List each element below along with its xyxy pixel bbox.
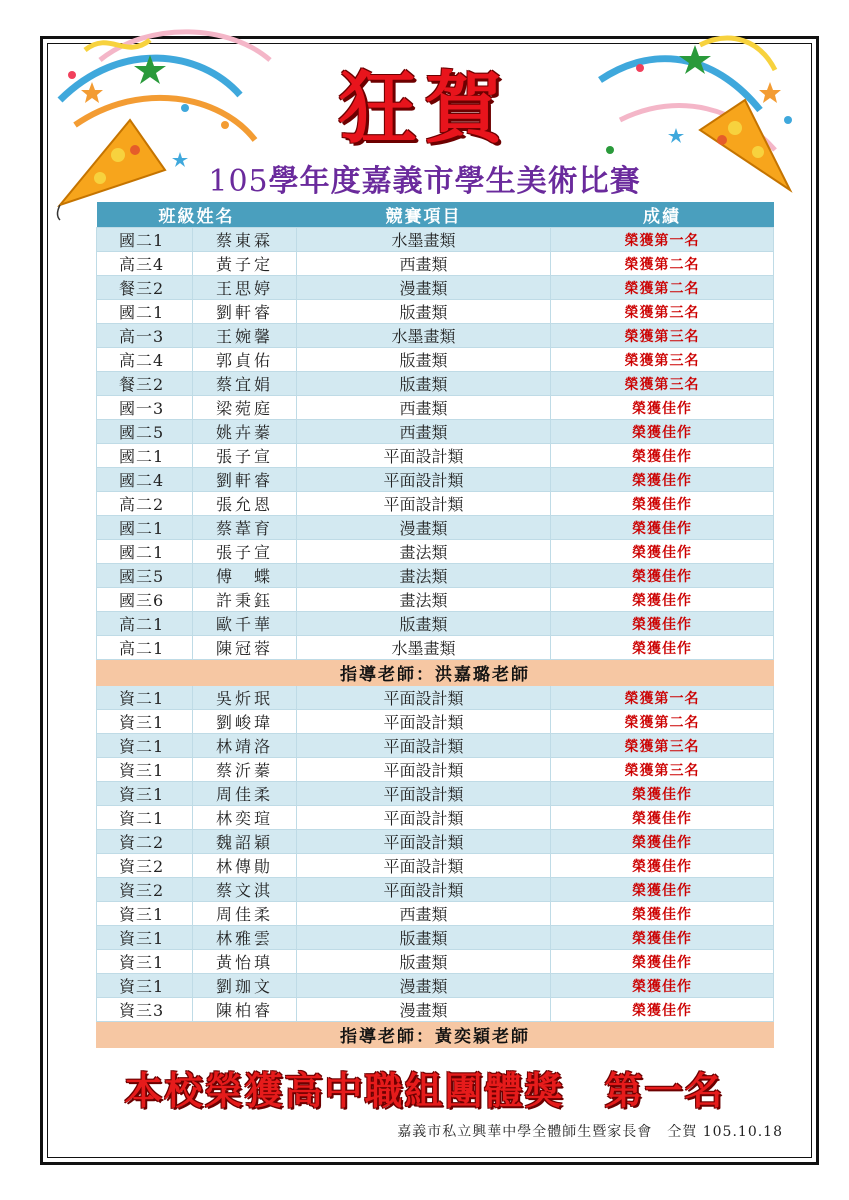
result-cell: 榮獲佳作 [551, 806, 774, 830]
item-cell: 水墨畫類 [297, 324, 551, 348]
result-cell: 榮獲第三名 [551, 372, 774, 396]
subtitle-year: 105 [208, 164, 269, 199]
item-cell: 版畫類 [297, 950, 551, 974]
item-cell: 漫畫類 [297, 998, 551, 1022]
name-cell: 姚卉蓁 [193, 420, 297, 444]
name-cell: 劉軒睿 [193, 300, 297, 324]
name-cell: 蔡沂蓁 [193, 758, 297, 782]
result-cell: 榮獲佳作 [551, 782, 774, 806]
class-cell: 高二2 [97, 492, 193, 516]
table-row [97, 276, 774, 300]
item-cell: 平面設計類 [297, 686, 551, 710]
class-cell: 資二1 [97, 686, 193, 710]
result-cell: 榮獲第三名 [551, 300, 774, 324]
name-cell: 林傳勛 [193, 854, 297, 878]
item-cell: 畫法類 [297, 588, 551, 612]
table-row [97, 710, 774, 734]
class-cell: 高一3 [97, 324, 193, 348]
awards-body [97, 228, 774, 1048]
result-cell: 榮獲佳作 [551, 444, 774, 468]
item-cell: 水墨畫類 [297, 636, 551, 660]
subtitle-text: 學年度嘉義市學生美術比賽 [268, 164, 641, 199]
table-row [97, 806, 774, 830]
result-cell: 榮獲第二名 [551, 710, 774, 734]
table-row [97, 734, 774, 758]
class-cell: 資三2 [97, 854, 193, 878]
name-cell: 王婉馨 [193, 324, 297, 348]
class-cell: 國二5 [97, 420, 193, 444]
name-cell: 魏詔穎 [193, 830, 297, 854]
item-cell: 平面設計類 [297, 806, 551, 830]
item-cell: 平面設計類 [297, 468, 551, 492]
item-cell: 平面設計類 [297, 444, 551, 468]
class-cell: 國二1 [97, 300, 193, 324]
name-cell: 黃怡瑱 [193, 950, 297, 974]
footer-signature: 嘉義市私立興華中學全體師生暨家長會 仝賀 105.10.18 [397, 1124, 783, 1140]
table-row [97, 372, 774, 396]
result-cell: 榮獲佳作 [551, 492, 774, 516]
name-cell: 傅 蝶 [193, 564, 297, 588]
class-cell: 資三1 [97, 950, 193, 974]
item-cell: 西畫類 [297, 252, 551, 276]
result-cell: 榮獲第三名 [551, 324, 774, 348]
class-cell: 資三1 [97, 902, 193, 926]
teacher-label: 指導老師：黃奕穎老師 [97, 1022, 774, 1048]
subtitle [0, 156, 849, 200]
table-row [97, 950, 774, 974]
table-row [97, 564, 774, 588]
class-cell: 餐三2 [97, 276, 193, 300]
table-row [97, 782, 774, 806]
table-row [97, 396, 774, 420]
item-cell: 漫畫類 [297, 276, 551, 300]
name-cell: 陳柏睿 [193, 998, 297, 1022]
table-row [97, 252, 774, 276]
table-row [97, 468, 774, 492]
result-cell: 榮獲佳作 [551, 588, 774, 612]
table-row [97, 998, 774, 1022]
table-row [97, 878, 774, 902]
result-cell: 榮獲佳作 [551, 564, 774, 588]
class-cell: 國三5 [97, 564, 193, 588]
result-cell: 榮獲佳作 [551, 516, 774, 540]
class-cell: 國三6 [97, 588, 193, 612]
item-cell: 畫法類 [297, 540, 551, 564]
name-cell: 蔡宜娟 [193, 372, 297, 396]
name-cell: 張子宣 [193, 540, 297, 564]
name-cell: 黃子定 [193, 252, 297, 276]
result-cell: 榮獲第二名 [551, 252, 774, 276]
table-row [97, 588, 774, 612]
class-cell: 資三1 [97, 974, 193, 998]
table-row [97, 686, 774, 710]
item-cell: 版畫類 [297, 372, 551, 396]
result-cell: 榮獲佳作 [551, 540, 774, 564]
item-cell: 平面設計類 [297, 854, 551, 878]
class-cell: 國二1 [97, 228, 193, 252]
class-cell: 資三2 [97, 878, 193, 902]
result-cell: 榮獲第一名 [551, 228, 774, 252]
result-cell: 榮獲佳作 [551, 950, 774, 974]
item-cell: 平面設計類 [297, 830, 551, 854]
name-cell: 蔡東霖 [193, 228, 297, 252]
result-cell: 榮獲佳作 [551, 998, 774, 1022]
header-result: 成績 [551, 202, 774, 228]
class-cell: 國一3 [97, 396, 193, 420]
teacher-row [97, 660, 774, 686]
name-cell: 蔡葦育 [193, 516, 297, 540]
class-cell: 資二1 [97, 806, 193, 830]
item-cell: 畫法類 [297, 564, 551, 588]
name-cell: 吳炘珉 [193, 686, 297, 710]
name-cell: 許秉鈺 [193, 588, 297, 612]
table-row [97, 492, 774, 516]
item-cell: 平面設計類 [297, 734, 551, 758]
name-cell: 林奕瑄 [193, 806, 297, 830]
class-cell: 資三3 [97, 998, 193, 1022]
table-row [97, 636, 774, 660]
class-cell: 國二1 [97, 540, 193, 564]
table-row [97, 974, 774, 998]
class-cell: 高二4 [97, 348, 193, 372]
result-cell: 榮獲佳作 [551, 420, 774, 444]
name-cell: 梁菀庭 [193, 396, 297, 420]
name-cell: 林靖洛 [193, 734, 297, 758]
result-cell: 榮獲佳作 [551, 830, 774, 854]
item-cell: 平面設計類 [297, 710, 551, 734]
class-cell: 高三4 [97, 252, 193, 276]
item-cell: 水墨畫類 [297, 228, 551, 252]
table-row [97, 758, 774, 782]
item-cell: 漫畫類 [297, 516, 551, 540]
result-cell: 榮獲佳作 [551, 636, 774, 660]
name-cell: 劉珈文 [193, 974, 297, 998]
name-cell: 林雅雲 [193, 926, 297, 950]
header-class-name: 班級姓名 [97, 202, 297, 228]
table-row [97, 444, 774, 468]
class-cell: 國二1 [97, 444, 193, 468]
table-row [97, 300, 774, 324]
result-cell: 榮獲第三名 [551, 758, 774, 782]
name-cell: 歐千華 [193, 612, 297, 636]
class-cell: 資三1 [97, 758, 193, 782]
class-cell: 餐三2 [97, 372, 193, 396]
table-row [97, 420, 774, 444]
item-cell: 西畫類 [297, 902, 551, 926]
result-cell: 榮獲第三名 [551, 348, 774, 372]
name-cell: 張允恩 [193, 492, 297, 516]
table-row [97, 612, 774, 636]
result-cell: 榮獲佳作 [551, 878, 774, 902]
item-cell: 版畫類 [297, 348, 551, 372]
item-cell: 版畫類 [297, 300, 551, 324]
item-cell: 平面設計類 [297, 758, 551, 782]
team-award: 本校榮獲高中職組團體獎 第一名 [124, 1069, 725, 1113]
item-cell: 平面設計類 [297, 878, 551, 902]
item-cell: 平面設計類 [297, 492, 551, 516]
item-cell: 版畫類 [297, 612, 551, 636]
header-item: 競賽項目 [297, 202, 551, 228]
result-cell: 榮獲佳作 [551, 926, 774, 950]
table-row [97, 516, 774, 540]
class-cell: 資三1 [97, 710, 193, 734]
table-row [97, 228, 774, 252]
result-cell: 榮獲佳作 [551, 612, 774, 636]
class-cell: 高二1 [97, 636, 193, 660]
class-cell: 資三1 [97, 926, 193, 950]
table-row [97, 902, 774, 926]
class-cell: 資二1 [97, 734, 193, 758]
table-row [97, 324, 774, 348]
name-cell: 劉峻瑋 [193, 710, 297, 734]
class-cell: 國二1 [97, 516, 193, 540]
result-cell: 榮獲佳作 [551, 468, 774, 492]
item-cell: 平面設計類 [297, 782, 551, 806]
class-cell: 資二2 [97, 830, 193, 854]
name-cell: 郭貞佑 [193, 348, 297, 372]
result-cell: 榮獲佳作 [551, 902, 774, 926]
teacher-label: 指導老師：洪嘉璐老師 [97, 660, 774, 686]
name-cell: 周佳柔 [193, 782, 297, 806]
item-cell: 漫畫類 [297, 974, 551, 998]
table-row [97, 854, 774, 878]
name-cell: 王思婷 [193, 276, 297, 300]
name-cell: 劉軒睿 [193, 468, 297, 492]
table-row [97, 540, 774, 564]
teacher-row [97, 1022, 774, 1048]
item-cell: 西畫類 [297, 396, 551, 420]
result-cell: 榮獲佳作 [551, 974, 774, 998]
table-row [97, 348, 774, 372]
table-header-row [97, 202, 774, 228]
name-cell: 張子宣 [193, 444, 297, 468]
result-cell: 榮獲佳作 [551, 854, 774, 878]
class-cell: 國二4 [97, 468, 193, 492]
name-cell: 陳冠蓉 [193, 636, 297, 660]
table-row [97, 926, 774, 950]
item-cell: 西畫類 [297, 420, 551, 444]
page-title: 狂賀 [338, 64, 511, 154]
class-cell: 高二1 [97, 612, 193, 636]
result-cell: 榮獲第二名 [551, 276, 774, 300]
result-cell: 榮獲佳作 [551, 396, 774, 420]
awards-table [96, 202, 774, 1048]
result-cell: 榮獲第三名 [551, 734, 774, 758]
name-cell: 蔡文淇 [193, 878, 297, 902]
table-row [97, 830, 774, 854]
class-cell: 資三1 [97, 782, 193, 806]
name-cell: 周佳柔 [193, 902, 297, 926]
item-cell: 版畫類 [297, 926, 551, 950]
result-cell: 榮獲第一名 [551, 686, 774, 710]
